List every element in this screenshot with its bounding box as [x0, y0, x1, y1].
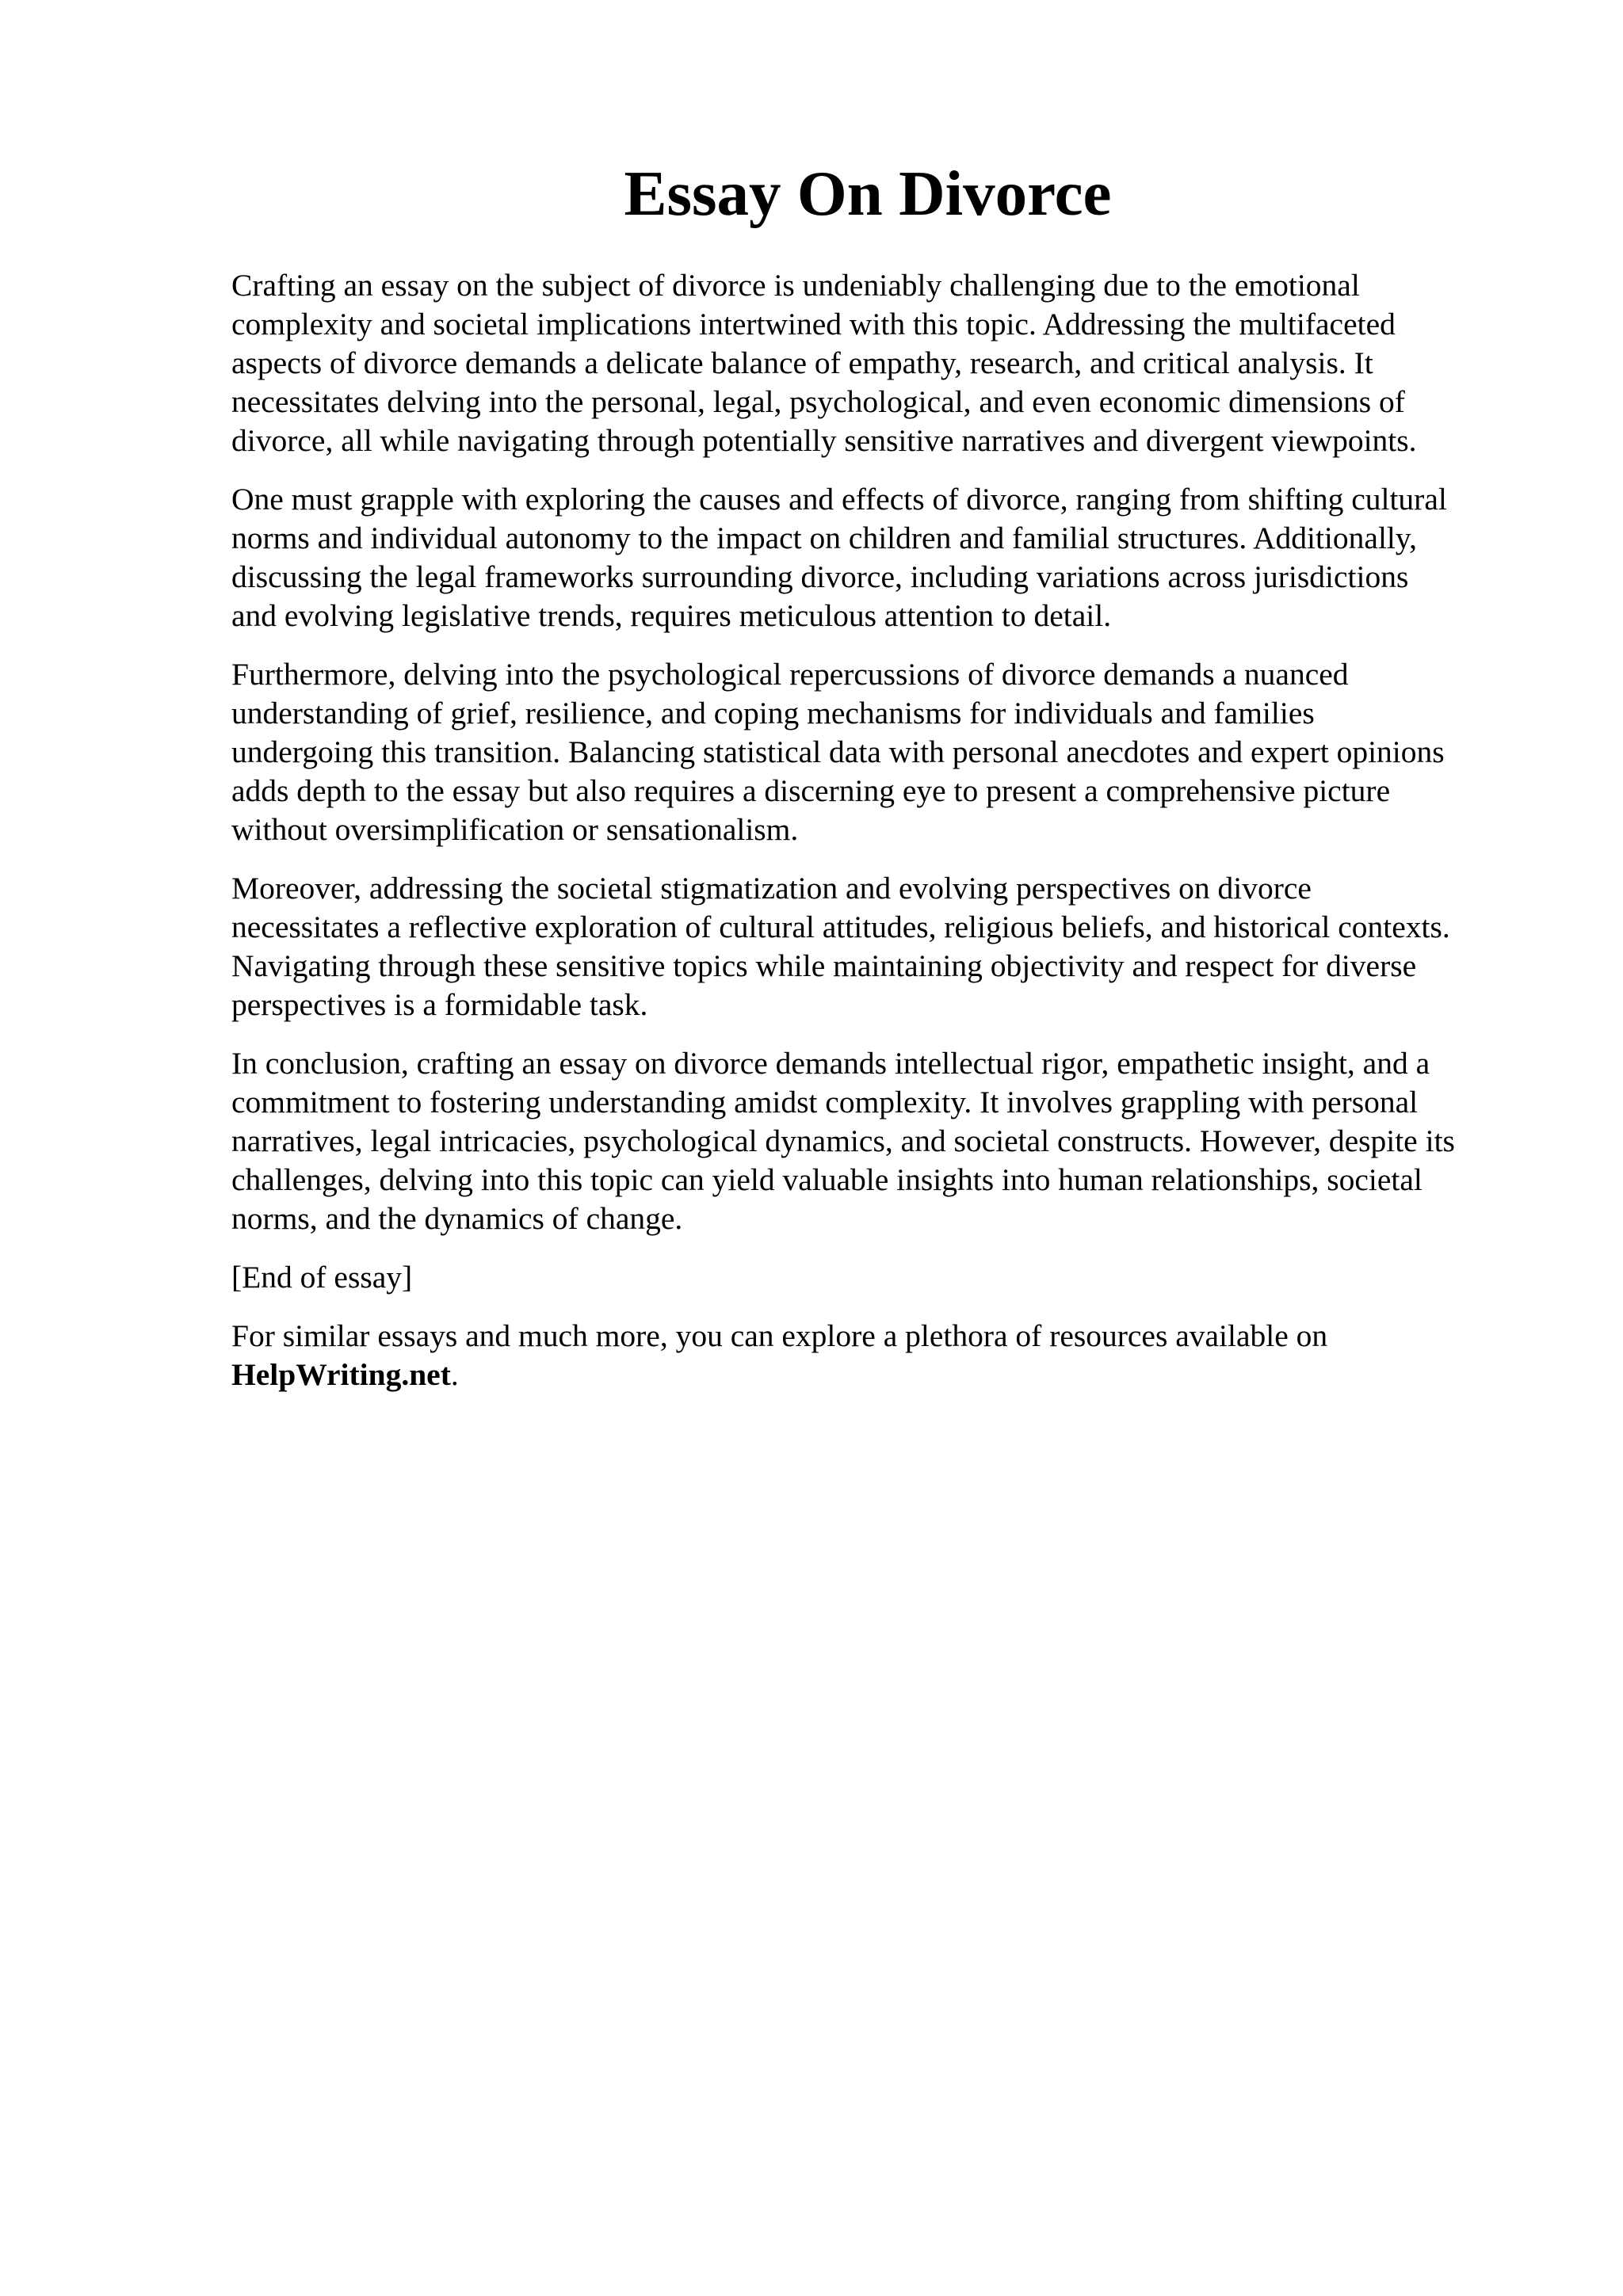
paragraph-1 — [231, 266, 1563, 460]
text-line: without oversimplification or sensationalism. — [231, 812, 799, 847]
footer-suffix: . — [450, 1357, 459, 1392]
text-line: aspects of divorce demands a delicate balance of empathy, research, and critical analysis. It — [231, 345, 1373, 380]
text-line: divorce, all while navigating through potentially sensitive narratives and divergent viewpoints. — [231, 423, 1417, 458]
footer-text: For similar essays and much more, you can explore a plethora of resources available on — [231, 1318, 1328, 1353]
end-marker-text: [End of essay] — [231, 1260, 413, 1295]
text-line: norms, and the dynamics of change. — [231, 1201, 683, 1236]
text-line: adds depth to the essay but also requires a discerning eye to present a comprehensive picture — [231, 773, 1391, 808]
text-line: commitment to fostering understanding amidst complexity. It involves grappling with personal — [231, 1085, 1419, 1119]
paragraph-2 — [231, 480, 1563, 635]
footer-brand-line — [231, 1356, 1563, 1394]
text-line: perspectives is a formidable task. — [231, 987, 648, 1022]
text-line: undergoing this transition. Balancing statistical data with personal anecdotes and expert opinions — [231, 734, 1445, 769]
text-line: understanding of grief, resilience, and coping mechanisms for individuals and families — [231, 696, 1315, 730]
helpwriting-brand-link[interactable]: HelpWriting.net — [231, 1357, 451, 1392]
essay-body — [231, 266, 1563, 1414]
text-line: discussing the legal frameworks surrounding divorce, including variations across jurisdictions — [231, 559, 1409, 594]
end-of-essay-marker — [231, 1258, 1563, 1297]
text-line: necessitates delving into the personal, legal, psychological, and even economic dimensions of — [231, 384, 1405, 419]
text-line: Crafting an essay on the subject of divorce is undeniably challenging due to the emotional — [231, 268, 1360, 303]
text-line: narratives, legal intricacies, psychological dynamics, and societal constructs. However, despite its — [231, 1123, 1455, 1158]
text-line: One must grapple with exploring the causes and effects of divorce, ranging from shifting cultural — [231, 482, 1447, 517]
text-line: Navigating through these sensitive topics while maintaining objectivity and respect for diverse — [231, 948, 1417, 983]
text-line: Furthermore, delving into the psychological repercussions of divorce demands a nuanced — [231, 657, 1349, 692]
footer-note — [231, 1317, 1563, 1394]
text-line: norms and individual autonomy to the impact on children and familial structures. Additionally, — [231, 521, 1417, 555]
text-line: and evolving legislative trends, requires meticulous attention to detail. — [231, 598, 1112, 633]
text-line: In conclusion, crafting an essay on divorce demands intellectual rigor, empathetic insight, and a — [231, 1046, 1430, 1081]
text-line: Moreover, addressing the societal stigmatization and evolving perspectives on divorce — [231, 871, 1312, 906]
text-line: complexity and societal implications intertwined with this topic. Addressing the multifaceted — [231, 307, 1396, 341]
paragraph-3 — [231, 655, 1563, 849]
text-line: challenges, delving into this topic can yield valuable insights into human relationships, societal — [231, 1162, 1423, 1197]
text-line: necessitates a reflective exploration of cultural attitudes, religious beliefs, and historical contexts. — [231, 910, 1450, 944]
paragraph-5 — [231, 1044, 1563, 1238]
document-title: Essay On Divorce — [624, 158, 1112, 229]
paragraph-4 — [231, 869, 1563, 1024]
